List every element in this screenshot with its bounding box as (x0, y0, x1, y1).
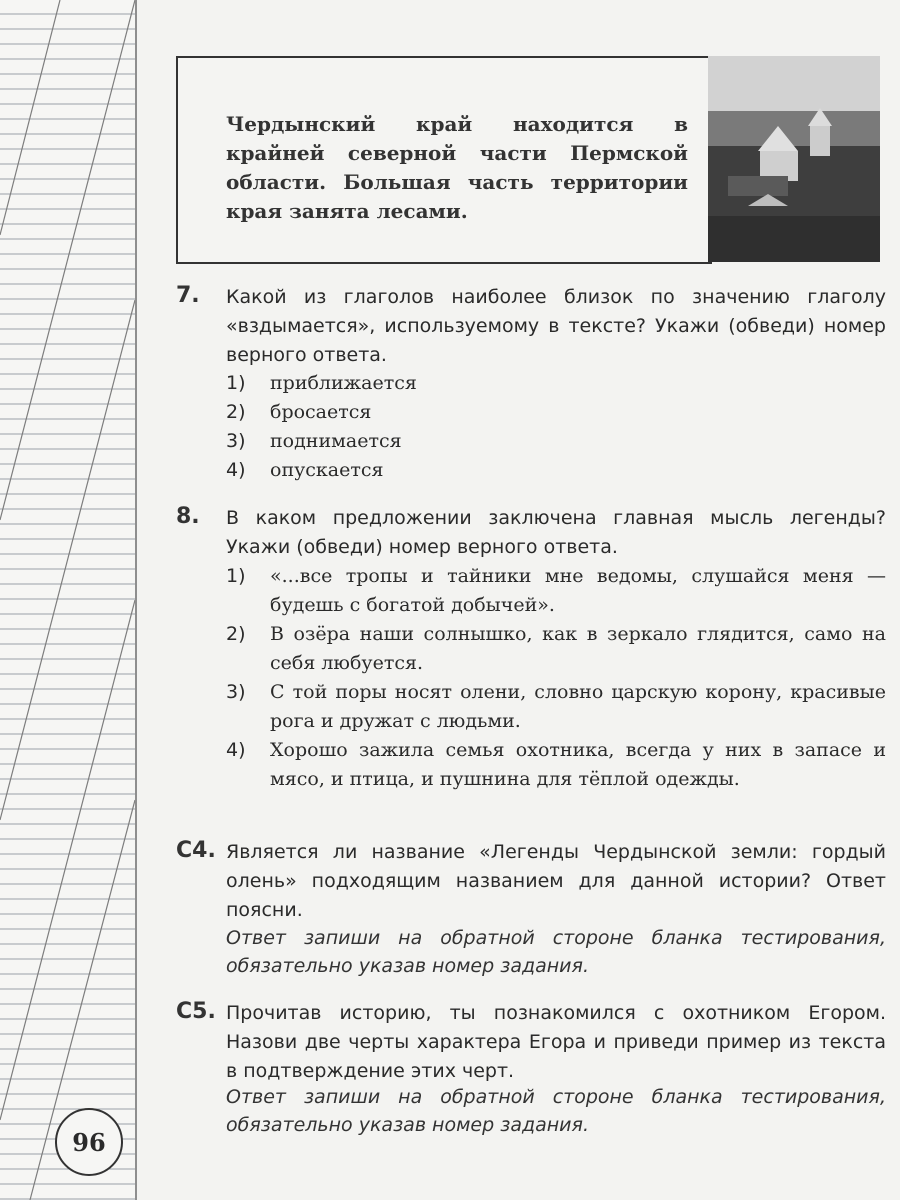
question-text: Какой из глаголов наиболее близок по значению глаголу «вздымается», используемому в тексте? Укажи (обведи) номер верного ответа. (226, 286, 886, 366)
question-number: 7. (176, 283, 200, 308)
option-number: 4) (226, 739, 246, 761)
options-list (226, 369, 886, 485)
option-number: 2) (226, 401, 246, 423)
option-number: 1) (226, 565, 246, 587)
option-text: поднимается (270, 430, 402, 452)
option-2[interactable] (226, 398, 886, 427)
question-text: Прочитав историю, ты познакомился с охотником Егором. Назови две черты характера Егора и приведи пример из текста в подтверждение этих черт. (226, 1002, 886, 1082)
option-text: В озёра наши солнышко, как в зеркало глядится, само на себя любуется. (270, 623, 886, 674)
option-text: Хорошо зажила семья охотника, всегда у них в запасе и мясо, и птица, и пушнина для тёплой одежды. (270, 739, 886, 790)
option-text: бросается (270, 401, 372, 423)
question-number: 8. (176, 504, 200, 529)
question-text: В каком предложении заключена главная мысль легенды? Укажи (обведи) номер верного ответа. (226, 507, 886, 558)
question-number: С5. (176, 999, 216, 1024)
question-text: Является ли название «Легенды Чердынской земли: гордый олень» подходящим названием для данной истории? Ответ поясни. (226, 841, 886, 921)
option-number: 3) (226, 681, 246, 703)
option-number: 4) (226, 459, 246, 481)
town-photo (708, 56, 880, 262)
answer-note: Ответ запиши на обратной стороне бланка тестирования, обязательно указав номер задания. (226, 927, 886, 977)
info-box (176, 56, 712, 264)
margin-lines-graphic (0, 0, 135, 1200)
ruled-margin (0, 0, 135, 1200)
option-number: 3) (226, 430, 246, 452)
page-number-text: 96 (72, 1127, 106, 1157)
town-photo-graphic (708, 56, 880, 262)
option-text: С той поры носят олени, словно царскую корону, красивые рога и дружат с людьми. (270, 681, 886, 732)
option-text: «...все тропы и тайники мне ведомы, слушайся меня — будешь с богатой добычей». (270, 565, 886, 616)
option-3[interactable] (226, 427, 886, 456)
page-number (55, 1108, 123, 1176)
option-number: 1) (226, 372, 246, 394)
option-text: приближается (270, 372, 417, 394)
info-box-text: Чердынский край находится в крайней северной части Пермской области. Большая часть территории края занята лесами. (226, 112, 688, 223)
option-1[interactable] (226, 562, 886, 620)
answer-note: Ответ запиши на обратной стороне бланка тестирования, обязательно указав номер задания. (226, 1086, 886, 1136)
margin-border-line (135, 0, 137, 1200)
option-4[interactable] (226, 736, 886, 794)
options-list (226, 562, 886, 794)
option-4[interactable] (226, 456, 886, 485)
option-number: 2) (226, 623, 246, 645)
option-1[interactable] (226, 369, 886, 398)
option-3[interactable] (226, 678, 886, 736)
option-2[interactable] (226, 620, 886, 678)
option-text: опускается (270, 459, 384, 481)
question-number: С4. (176, 838, 216, 863)
